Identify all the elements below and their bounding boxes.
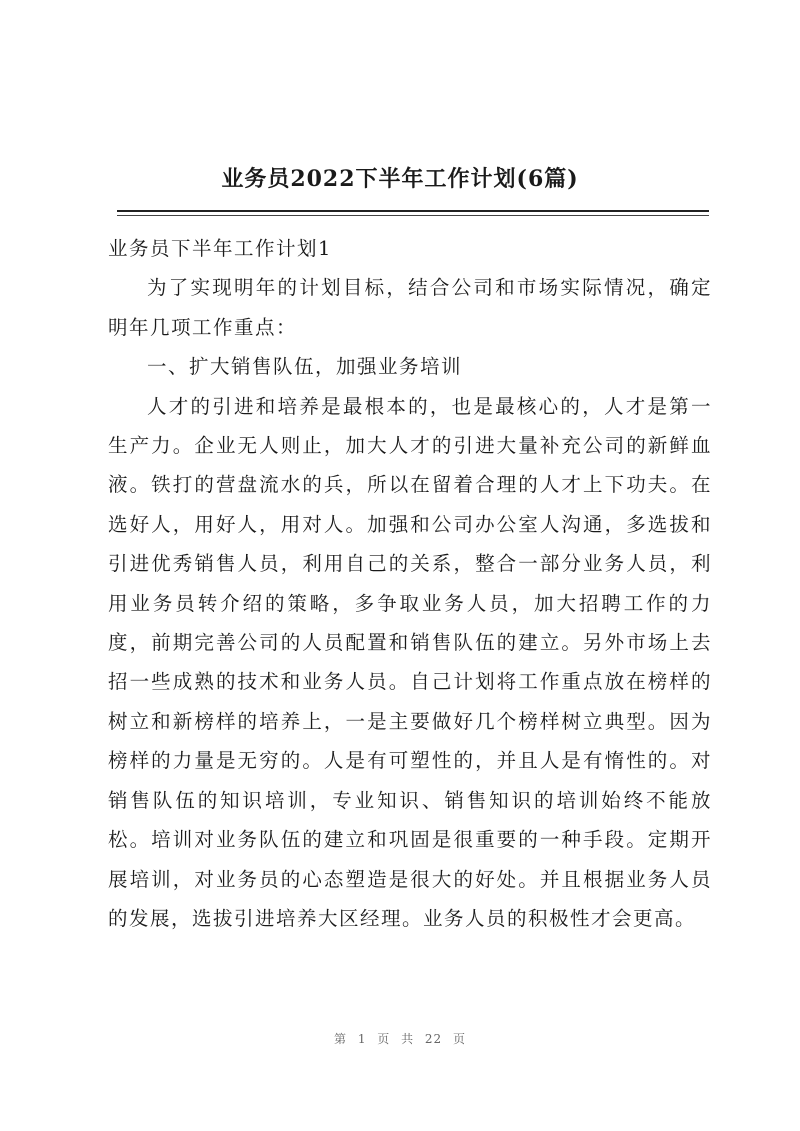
subheading-expand-sales-team: 一、扩大销售队伍，加强业务培训 (147, 355, 463, 379)
title-divider-thin (117, 215, 709, 216)
section-heading: 业务员下半年工作计划1 (108, 237, 332, 260)
intro-paragraph: 为了实现明年的计划目标，结合公司和市场实际情况，确定明年几项工作重点： (108, 276, 712, 339)
document-body (108, 229, 712, 938)
document-title: 业务员2022下半年工作计划(6篇) (221, 166, 579, 192)
title-divider (117, 210, 709, 212)
body-paragraph: 人才的引进和培养是最根本的，也是最核心的，人才是第一生产力。企业无人则止，加大人才的引进大量补充公司的新鲜血液。铁打的营盘流水的兵，所以在留着合理的人才上下功夫。在选好人，用好人，用对人。加强和公司办公室人沟通，多选拔和引进优秀销售人员，利用自己的关系，整合一部分业务人员，利用业务员转介绍的策略，多争取业务人员，加大招聘工作的力度，前期完善公司的人员配置和销售队伍的建立。另外市场上去招一些成熟的技术和业务人员。自己计划将工作重点放在榜样的树立和新榜样的培养上，一是主要做好几个榜样树立典型。因为榜样的力量是无穷的。人是有可塑性的，并且人是有惰性的。对销售队伍的知识培训，专业知识、销售知识的培训始终不能放松。培训对业务队伍的建立和巩固是很重要的一种手段。定期开展培训，对业务员的心态塑造是很大的好处。并且根据业务人员的发展，选拔引进培养大区经理。业务人员的积极性才会更高。 (108, 394, 712, 930)
page-number-footer: 第 1 页 共 22 页 (334, 1032, 466, 1046)
